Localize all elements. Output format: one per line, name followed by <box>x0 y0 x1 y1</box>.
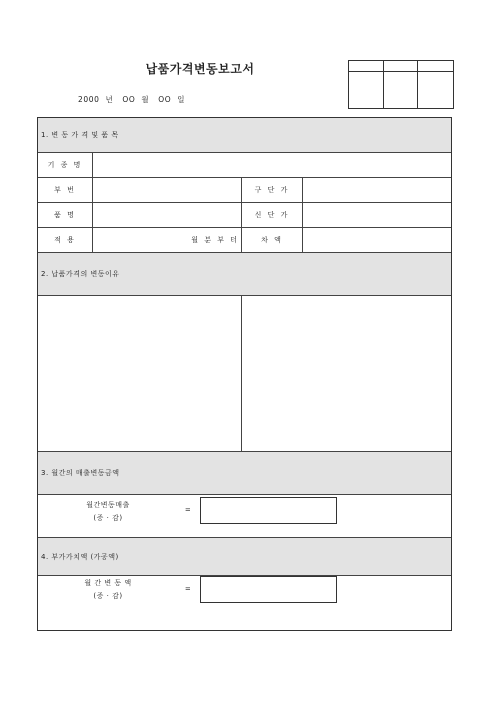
approval-header-cell <box>418 61 453 72</box>
approval-header-cell <box>384 61 419 72</box>
old-price-label: 구 단 가 <box>242 178 303 202</box>
date-year-unit: 년 <box>105 95 114 104</box>
section-4-title: 4. 부가가치액 (가공액) <box>41 552 119 561</box>
date-month[interactable]: OO <box>122 95 136 104</box>
monthly-sales-change-label: 월간변동매출 <box>86 501 130 509</box>
item-name-row <box>38 203 451 228</box>
apply-field[interactable] <box>93 228 242 252</box>
diff-label: 차 액 <box>242 228 303 252</box>
date-month-unit: 월 <box>141 95 150 104</box>
new-price-field[interactable] <box>303 203 451 227</box>
monthly-sales-change-field[interactable] <box>200 497 337 524</box>
equals-sign: = <box>184 506 192 514</box>
monthly-sales-change-row <box>38 495 451 538</box>
change-reason-right-field[interactable] <box>242 296 451 451</box>
value-added-change-row <box>38 576 451 630</box>
old-price-field[interactable] <box>303 178 451 202</box>
value-added-change-label: 월 간 변 동 액 <box>84 579 132 587</box>
equals-sign: = <box>184 585 192 593</box>
section-4-header <box>38 538 451 576</box>
value-added-change-field[interactable] <box>200 576 337 603</box>
value-added-change-sublabel: (증 · 감) <box>93 592 123 600</box>
change-reason-left-field[interactable] <box>38 296 242 451</box>
approval-signature-box <box>348 60 454 109</box>
apply-from-text: 월 분 부 터 <box>191 236 239 244</box>
approval-sign-cell[interactable] <box>384 72 419 108</box>
section-2-header <box>38 253 451 296</box>
model-label: 기 종 명 <box>38 153 93 177</box>
section-2-title: 2. 납품가격의 변동이유 <box>41 270 120 278</box>
apply-label: 적 용 <box>38 228 93 252</box>
approval-sign-cell[interactable] <box>418 72 453 108</box>
apply-row <box>38 228 451 253</box>
section-3-title: 3. 월간의 매출변동금액 <box>41 469 120 477</box>
report-date <box>78 94 191 105</box>
part-number-field[interactable] <box>93 178 242 202</box>
section-1-header <box>38 118 451 153</box>
change-reason-area <box>38 296 451 452</box>
document-title: 납품가격변동보고서 <box>145 62 255 76</box>
item-name-label: 품 명 <box>38 203 93 227</box>
part-number-row <box>38 178 451 203</box>
item-name-field[interactable] <box>93 203 242 227</box>
approval-header-cell <box>349 61 384 72</box>
model-row <box>38 153 451 178</box>
date-day[interactable]: OO <box>158 95 172 104</box>
section-3-header <box>38 452 451 495</box>
report-form <box>37 117 452 631</box>
section-1-title: 1. 변 동 가 격 및 품 목 <box>41 131 119 139</box>
date-day-unit: 일 <box>177 95 186 104</box>
part-number-label: 부 번 <box>38 178 93 202</box>
monthly-sales-change-sublabel: (증 · 감) <box>93 514 123 522</box>
approval-sign-cell[interactable] <box>349 72 384 108</box>
model-field[interactable] <box>93 153 451 177</box>
date-year[interactable]: 2000 <box>78 95 100 104</box>
new-price-label: 신 단 가 <box>242 203 303 227</box>
diff-field[interactable] <box>303 228 451 252</box>
